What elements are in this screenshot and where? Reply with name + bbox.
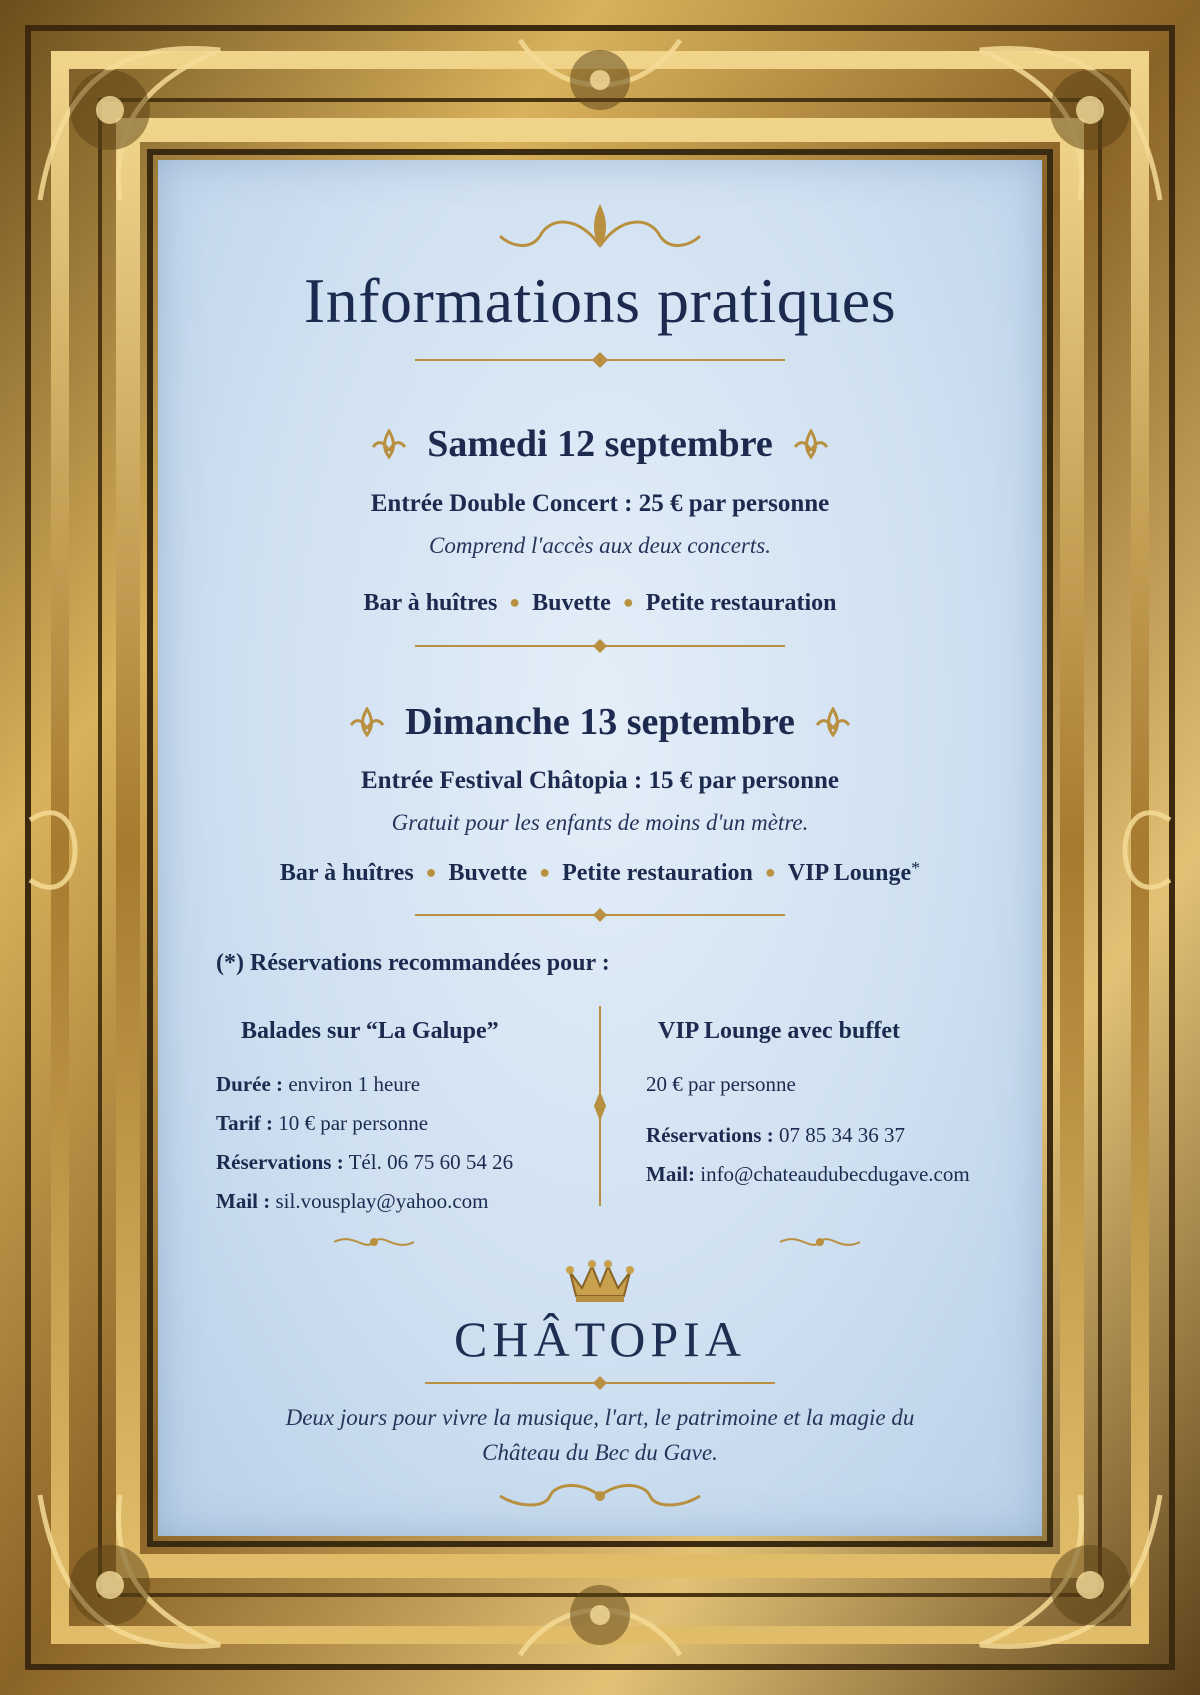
amenity: Buvette bbox=[448, 860, 528, 886]
amenity: Buvette bbox=[532, 590, 611, 616]
sunday-amenities: Bar à huîtres ● Buvette ● Petite restauration ● VIP Lounge* bbox=[279, 858, 921, 886]
boat-price: Tarif : 10 € par personne bbox=[216, 1111, 429, 1135]
amenity: Bar à huîtres bbox=[279, 860, 414, 886]
fleur-icon bbox=[791, 425, 831, 469]
sunday-entry: Entrée Festival Châtopia : 15 € par personne bbox=[361, 767, 839, 794]
boat-title: Balades sur “La Galupe” bbox=[241, 1018, 499, 1044]
tagline-line-2: Château du Bec du Gave. bbox=[482, 1440, 718, 1465]
sunday-heading bbox=[158, 700, 1042, 747]
fleur-icon bbox=[813, 703, 853, 747]
fleur-icon bbox=[369, 425, 409, 469]
amenity: Bar à huîtres bbox=[363, 590, 498, 616]
tagline bbox=[158, 1400, 1042, 1470]
asterisk: * bbox=[911, 858, 921, 878]
vip-mail: Mail: info@chateaudubecdugave.com bbox=[646, 1162, 970, 1186]
saturday-entry: Entrée Double Concert : 25 € par personne bbox=[370, 490, 830, 517]
small-flourish-icon bbox=[334, 1232, 414, 1256]
page-title: Informations pratiques bbox=[303, 265, 897, 336]
bottom-flourish-icon bbox=[158, 1478, 1042, 1514]
brand-name: CHÂTOPIA bbox=[454, 1311, 746, 1367]
vip-title: VIP Lounge avec buffet bbox=[658, 1018, 900, 1044]
small-flourish-icon bbox=[780, 1232, 860, 1256]
saturday-heading bbox=[158, 422, 1042, 469]
crown-icon bbox=[158, 1258, 1042, 1304]
fleur-icon bbox=[347, 703, 387, 747]
boat-mail: Mail : sil.vousplay@yahoo.com bbox=[216, 1189, 489, 1213]
boat-booking: Réservations : Tél. 06 75 60 54 26 bbox=[216, 1150, 514, 1174]
amenity: Petite restauration bbox=[645, 590, 837, 616]
top-flourish-icon bbox=[158, 196, 1042, 256]
saturday-note: Comprend l'accès aux deux concerts. bbox=[429, 533, 771, 558]
tagline-line-1: Deux jours pour vivre la musique, l'art, le patrimoine et la magie du bbox=[285, 1405, 915, 1430]
sunday-note: Gratuit pour les enfants de moins d'un mètre. bbox=[391, 810, 809, 835]
boat-duration: Durée : environ 1 heure bbox=[216, 1072, 421, 1096]
divider-icon bbox=[158, 636, 1042, 656]
saturday-amenities: Bar à huîtres ● Buvette ● Petite restauration bbox=[363, 590, 837, 616]
vip-column bbox=[646, 1018, 1026, 1194]
boat-column bbox=[216, 1018, 556, 1221]
divider-icon bbox=[158, 350, 1042, 370]
column-divider-icon bbox=[592, 1006, 608, 1210]
vip-booking: Réservations : 07 85 34 36 37 bbox=[646, 1123, 905, 1147]
amenity: Petite restauration bbox=[562, 860, 753, 886]
info-panel bbox=[158, 160, 1042, 1536]
divider-icon bbox=[158, 905, 1042, 925]
divider-icon bbox=[158, 1373, 1042, 1393]
saturday-day: Samedi 12 septembre bbox=[427, 423, 773, 465]
sunday-day: Dimanche 13 septembre bbox=[405, 701, 795, 743]
reservations-heading: (*) Réservations recommandées pour : bbox=[216, 950, 610, 976]
amenity: VIP Lounge bbox=[787, 860, 912, 886]
vip-price: 20 € par personne bbox=[646, 1072, 796, 1096]
